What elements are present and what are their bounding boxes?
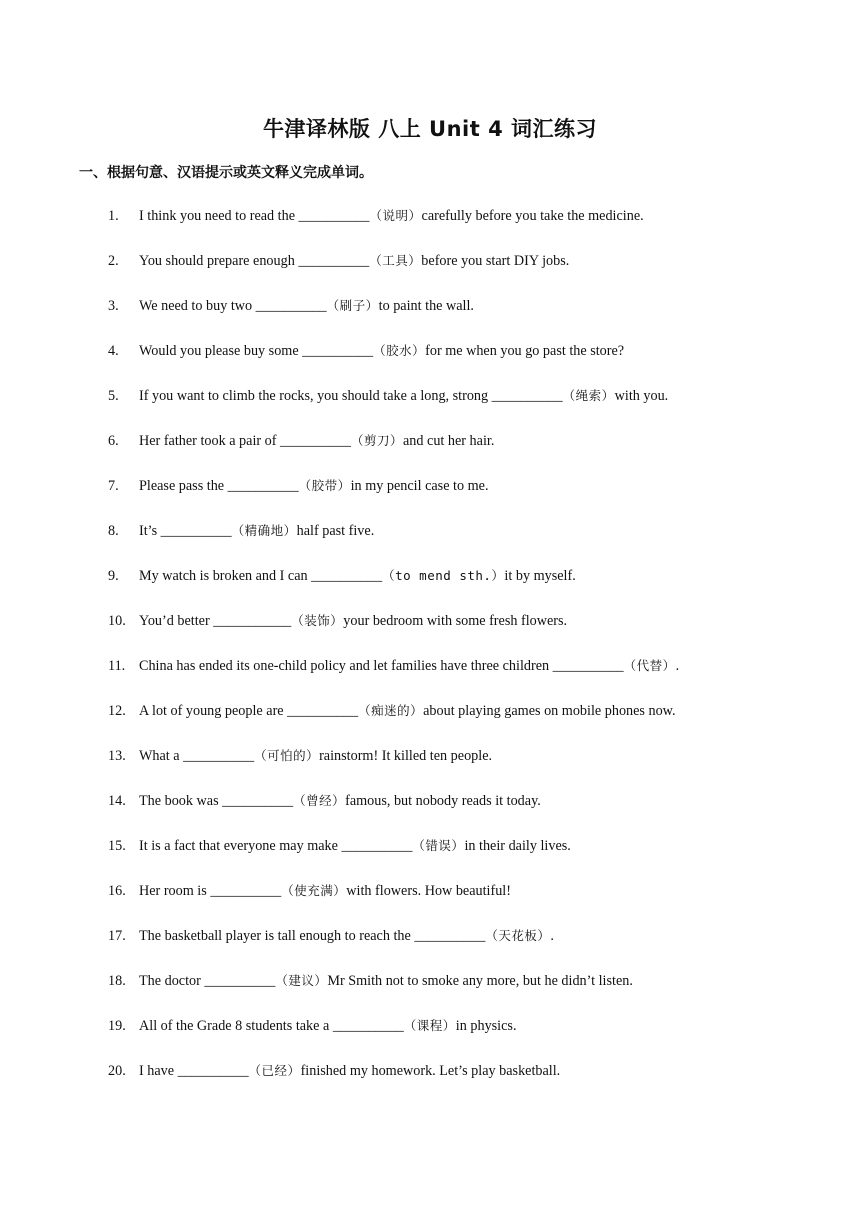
question-ending: it by myself. bbox=[504, 568, 576, 584]
question-text bbox=[139, 340, 624, 362]
question-stem: The basketball player is tall enough to reach the __________ bbox=[139, 928, 486, 944]
question-number: 17. bbox=[108, 928, 126, 944]
question-text bbox=[139, 385, 668, 407]
question-ending: about playing games on mobile phones now. bbox=[423, 703, 676, 719]
question-item bbox=[0, 1060, 860, 1105]
question-ending: half past five. bbox=[296, 523, 375, 539]
question-stem: We need to buy two __________ bbox=[139, 298, 327, 314]
question-text bbox=[139, 745, 492, 767]
question-text bbox=[139, 880, 511, 902]
question-ending: finished my homework. Let’s play basketball. bbox=[300, 1063, 561, 1079]
question-number: 2. bbox=[108, 253, 119, 269]
question-ending: . bbox=[550, 928, 554, 944]
question-stem: The doctor __________ bbox=[139, 973, 276, 989]
question-hint: （胶带） bbox=[298, 478, 351, 493]
question-ending: before you start DIY jobs. bbox=[421, 253, 570, 269]
question-item bbox=[0, 340, 860, 385]
question-stem: You’d better ___________ bbox=[139, 613, 292, 629]
question-text bbox=[139, 205, 644, 227]
question-ending: carefully before you take the medicine. bbox=[421, 208, 644, 224]
question-ending: in my pencil case to me. bbox=[350, 478, 489, 494]
question-ending: with you. bbox=[614, 388, 669, 404]
question-stem: It is a fact that everyone may make __________ bbox=[139, 838, 413, 854]
question-number: 7. bbox=[108, 478, 119, 494]
question-item bbox=[0, 790, 860, 835]
question-hint: （装饰） bbox=[291, 613, 344, 628]
question-number: 20. bbox=[108, 1063, 126, 1079]
question-ending: for me when you go past the store? bbox=[425, 343, 625, 359]
question-item bbox=[0, 475, 860, 520]
question-number: 14. bbox=[108, 793, 126, 809]
question-ending: your bedroom with some fresh flowers. bbox=[343, 613, 568, 629]
question-hint: （to mend sth.） bbox=[382, 568, 505, 583]
question-number: 13. bbox=[108, 748, 126, 764]
question-ending: with flowers. How beautiful! bbox=[346, 883, 511, 899]
question-number: 4. bbox=[108, 343, 119, 359]
question-text bbox=[139, 610, 567, 632]
question-item bbox=[0, 1015, 860, 1060]
question-number: 9. bbox=[108, 568, 119, 584]
question-hint: （刷子） bbox=[326, 298, 379, 313]
question-hint: （建议） bbox=[275, 973, 328, 988]
question-item bbox=[0, 835, 860, 880]
question-text bbox=[139, 250, 569, 272]
question-ending: rainstorm! It killed ten people. bbox=[319, 748, 493, 764]
question-stem: I have __________ bbox=[139, 1063, 249, 1079]
question-number: 11. bbox=[108, 658, 126, 674]
question-item bbox=[0, 970, 860, 1015]
question-stem: Her father took a pair of __________ bbox=[139, 433, 351, 449]
question-hint: （已经） bbox=[248, 1063, 301, 1078]
question-text bbox=[139, 1060, 560, 1082]
question-hint: （剪刀） bbox=[350, 433, 403, 448]
question-stem: It’s __________ bbox=[139, 523, 232, 539]
question-text bbox=[139, 1015, 517, 1037]
question-stem: I think you need to read the __________ bbox=[139, 208, 370, 224]
question-stem: My watch is broken and I can __________ bbox=[139, 568, 383, 584]
question-number: 19. bbox=[108, 1018, 126, 1034]
question-stem: Would you please buy some __________ bbox=[139, 343, 374, 359]
question-item bbox=[0, 745, 860, 790]
question-hint: （错误） bbox=[412, 838, 465, 853]
question-stem: You should prepare enough __________ bbox=[139, 253, 370, 269]
question-hint: （工具） bbox=[369, 253, 422, 268]
page-title: 牛津译林版 八上 Unit 4 词汇练习 bbox=[262, 117, 598, 141]
question-text bbox=[139, 835, 571, 857]
question-text bbox=[139, 925, 554, 947]
question-item bbox=[0, 610, 860, 655]
question-ending: and cut her hair. bbox=[402, 433, 495, 449]
question-hint: （天花板） bbox=[485, 928, 551, 943]
question-number: 5. bbox=[108, 388, 119, 404]
question-hint: （课程） bbox=[403, 1018, 456, 1033]
question-text bbox=[139, 970, 633, 992]
question-ending: in their daily lives. bbox=[464, 838, 571, 854]
question-number: 3. bbox=[108, 298, 119, 314]
question-stem: China has ended its one-child policy and let families have three children __________ bbox=[139, 658, 624, 674]
question-number: 12. bbox=[108, 703, 126, 719]
question-hint: （使充满） bbox=[281, 883, 347, 898]
section-heading: 一、根据句意、汉语提示或英文释义完成单词。 bbox=[79, 165, 373, 181]
question-stem: A lot of young people are __________ bbox=[139, 703, 359, 719]
question-hint: （代替） bbox=[623, 658, 676, 673]
question-stem: The book was __________ bbox=[139, 793, 294, 809]
question-ending: . bbox=[675, 658, 680, 674]
question-item bbox=[0, 880, 860, 925]
question-text bbox=[139, 655, 679, 677]
question-text bbox=[139, 790, 541, 812]
question-item bbox=[0, 700, 860, 745]
question-hint: （绳索） bbox=[562, 388, 615, 403]
question-stem: What a __________ bbox=[139, 748, 255, 764]
question-number: 15. bbox=[108, 838, 126, 854]
question-hint: （胶水） bbox=[373, 343, 426, 358]
question-item bbox=[0, 925, 860, 970]
question-number: 6. bbox=[108, 433, 119, 449]
question-item bbox=[0, 520, 860, 565]
question-number: 1. bbox=[108, 208, 119, 224]
question-number: 10. bbox=[108, 613, 126, 629]
question-ending: in physics. bbox=[455, 1018, 517, 1034]
question-text bbox=[139, 700, 676, 722]
question-text bbox=[139, 295, 474, 317]
question-ending: famous, but nobody reads it today. bbox=[345, 793, 541, 809]
question-item bbox=[0, 250, 860, 295]
question-list bbox=[0, 205, 860, 1105]
question-hint: （痴迷的） bbox=[358, 703, 424, 718]
question-hint: （可怕的） bbox=[254, 748, 320, 763]
question-item bbox=[0, 205, 860, 250]
question-stem: If you want to climb the rocks, you should take a long, strong __________ bbox=[139, 388, 563, 404]
question-text bbox=[139, 430, 494, 452]
question-item bbox=[0, 385, 860, 430]
question-number: 18. bbox=[108, 973, 126, 989]
question-item bbox=[0, 430, 860, 475]
question-hint: （曾经） bbox=[293, 793, 346, 808]
question-hint: （精确地） bbox=[231, 523, 297, 538]
question-stem: All of the Grade 8 students take a __________ bbox=[139, 1018, 404, 1034]
question-item bbox=[0, 295, 860, 340]
question-text bbox=[139, 520, 374, 542]
question-ending: Mr Smith not to smoke any more, but he didn’t listen. bbox=[327, 973, 633, 989]
question-text bbox=[139, 565, 576, 587]
question-text bbox=[139, 475, 489, 497]
question-stem: Please pass the __________ bbox=[139, 478, 299, 494]
question-number: 8. bbox=[108, 523, 119, 539]
question-number: 16. bbox=[108, 883, 126, 899]
question-stem: Her room is __________ bbox=[139, 883, 282, 899]
question-item bbox=[0, 655, 860, 700]
question-hint: （说明） bbox=[369, 208, 422, 223]
question-item bbox=[0, 565, 860, 610]
question-ending: to paint the wall. bbox=[378, 298, 474, 314]
